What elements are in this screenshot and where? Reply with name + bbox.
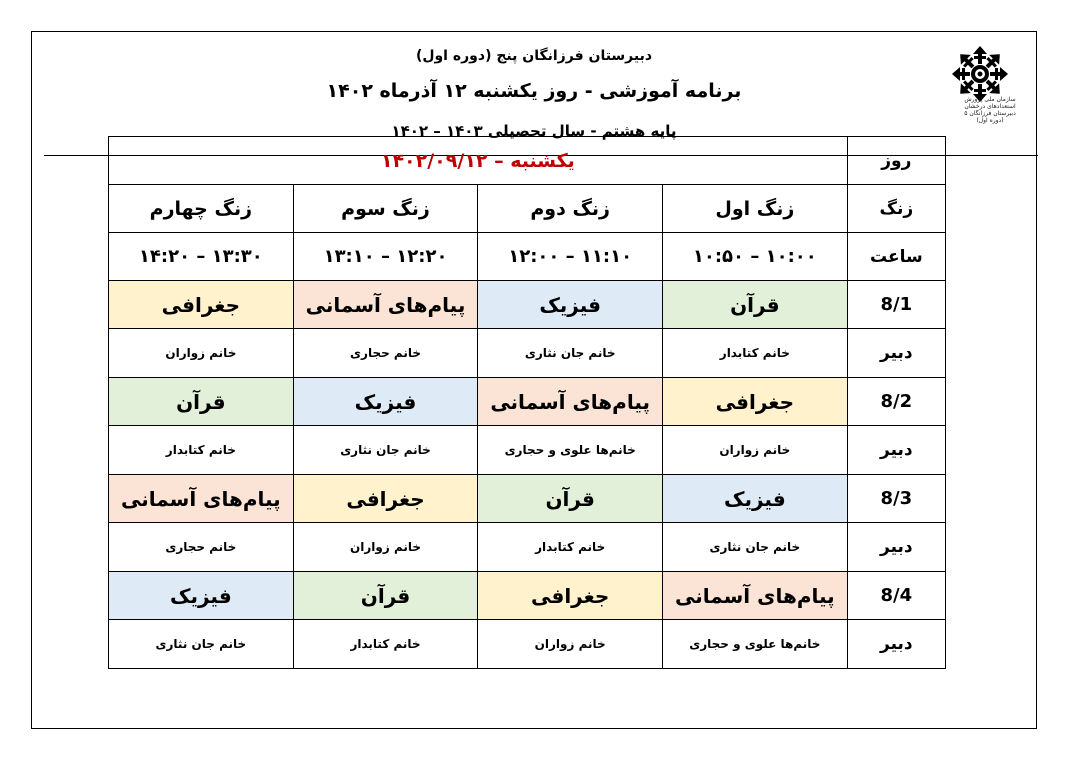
- teacher-label: دبیر: [847, 523, 945, 572]
- teacher-cell: خانم جان نثاری: [109, 620, 294, 669]
- logo-caption: سازمان ملی پرورش استعدادهای درخشان دبیرستان فرزانگان ۵ (دوره اول): [964, 96, 1016, 124]
- teacher-cell: خانم جان نثاری: [293, 426, 478, 475]
- teacher-row: [109, 620, 946, 669]
- teacher-cell: خانم کتابدار: [293, 620, 478, 669]
- page-subtitle: پایه هشتم - سال تحصیلی ۱۴۰۳ – ۱۴۰۲: [391, 122, 677, 140]
- teacher-cell: خانم زواران: [293, 523, 478, 572]
- teacher-label: دبیر: [847, 620, 945, 669]
- teacher-row: [109, 523, 946, 572]
- teacher-cell: خانم کتابدار: [663, 329, 848, 378]
- teacher-cell: خانم زواران: [478, 620, 663, 669]
- day-label: روز: [847, 137, 945, 185]
- bell-header: زنگ دوم: [478, 185, 663, 233]
- subject-cell: جغرافی: [663, 378, 848, 426]
- page-title: برنامه آموزشی - روز یکشنبه ۱۲ آذرماه ۱۴۰۲: [326, 80, 742, 102]
- bell-header: زنگ سوم: [293, 185, 478, 233]
- subject-cell: فیزیک: [109, 572, 294, 620]
- subject-cell: جغرافی: [478, 572, 663, 620]
- bell-header: زنگ اول: [663, 185, 848, 233]
- subject-cell: قرآن: [109, 378, 294, 426]
- teacher-cell: خانم حجاری: [293, 329, 478, 378]
- teacher-cell: خانم‌ها علوی و حجاری: [478, 426, 663, 475]
- class-id: 8/1: [847, 281, 945, 329]
- subject-cell: فیزیک: [293, 378, 478, 426]
- teacher-cell: خانم زواران: [109, 329, 294, 378]
- subject-cell: جغرافی: [109, 281, 294, 329]
- day-row: [109, 137, 946, 185]
- subject-cell: جغرافی: [293, 475, 478, 523]
- subject-cell: قرآن: [293, 572, 478, 620]
- teacher-cell: خانم کتابدار: [109, 426, 294, 475]
- class-row: [109, 281, 946, 329]
- time-cell: ۱۳:۳۰ – ۱۴:۲۰: [109, 233, 294, 281]
- schedule-table: [108, 136, 946, 669]
- subject-cell: پیام‌های آسمانی: [109, 475, 294, 523]
- subject-cell: پیام‌های آسمانی: [478, 378, 663, 426]
- subject-cell: پیام‌های آسمانی: [293, 281, 478, 329]
- date-cell: یکشنبه – ۱۴۰۲/۰۹/۱۲: [109, 137, 848, 185]
- teacher-cell: خانم حجاری: [109, 523, 294, 572]
- school-name: دبیرستان فرزانگان پنج (دوره اول): [415, 48, 653, 64]
- subject-cell: فیزیک: [478, 281, 663, 329]
- class-row: [109, 378, 946, 426]
- time-cell: ۱۰:۰۰ – ۱۰:۵۰: [663, 233, 848, 281]
- subject-cell: قرآن: [478, 475, 663, 523]
- subject-cell: فیزیک: [663, 475, 848, 523]
- bell-row: [109, 185, 946, 233]
- class-id: 8/2: [847, 378, 945, 426]
- bell-label: زنگ: [847, 185, 945, 233]
- teacher-row: [109, 426, 946, 475]
- time-cell: ۱۱:۱۰ – ۱۲:۰۰: [478, 233, 663, 281]
- class-row: [109, 572, 946, 620]
- teacher-label: دبیر: [847, 426, 945, 475]
- teacher-cell: خانم جان نثاری: [663, 523, 848, 572]
- teacher-cell: خانم‌ها علوی و حجاری: [663, 620, 848, 669]
- subject-cell: پیام‌های آسمانی: [663, 572, 848, 620]
- teacher-row: [109, 329, 946, 378]
- time-cell: ۱۲:۲۰ – ۱۳:۱۰: [293, 233, 478, 281]
- teacher-cell: خانم زواران: [663, 426, 848, 475]
- time-row: [109, 233, 946, 281]
- class-id: 8/3: [847, 475, 945, 523]
- bell-header: زنگ چهارم: [109, 185, 294, 233]
- time-label: ساعت: [847, 233, 945, 281]
- class-row: [109, 475, 946, 523]
- teacher-label: دبیر: [847, 329, 945, 378]
- class-id: 8/4: [847, 572, 945, 620]
- teacher-cell: خانم کتابدار: [478, 523, 663, 572]
- teacher-cell: خانم جان نثاری: [478, 329, 663, 378]
- subject-cell: قرآن: [663, 281, 848, 329]
